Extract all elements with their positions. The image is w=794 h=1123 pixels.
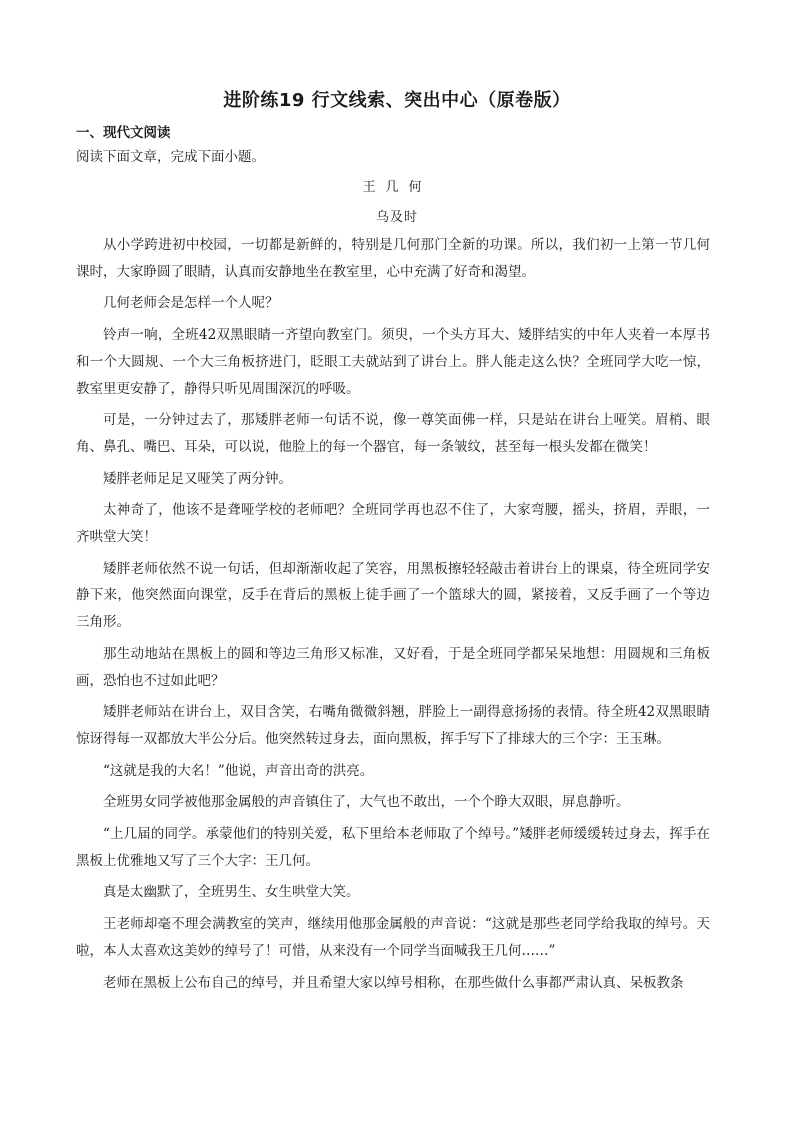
paragraph: 真是太幽默了，全班男生、女生哄堂大笑。	[103, 884, 360, 901]
paragraph: “上几届的同学。承蒙他们的特别关爱，私下里给本老师取了个绰号。”矮胖老师缓缓转过身去，挥手在黑板上优雅地又写了三个大字：王几何。	[76, 826, 710, 869]
paragraph: 可是，一分钟过去了，那矮胖老师一句话不说，像一尊笑面佛一样，只是站在讲台上哑笑。眉梢、眼角、鼻孔、嘴巴、耳朵，可以说，他脸上的每一个器官，每一条皱纹，甚至每一根头发都在微笑！	[76, 412, 710, 455]
paragraph: 几何老师会是怎样一个人呢？	[103, 295, 279, 312]
section-heading: 一、现代文阅读	[76, 125, 171, 141]
paragraph: 太神奇了，他该不是聋哑学校的老师吧？全班同学再也忍不住了，大家弯腰，摇头，挤眉，弄眼，一齐哄堂大笑！	[76, 502, 710, 546]
paragraph: 从小学跨进初中校园，一切都是新鲜的，特别是几何那门全新的功课。所以，我们初一上第一节几何课时，大家睁圆了眼睛，认真而安静地坐在教室里，心中充满了好奇和渴望。	[76, 237, 710, 280]
paragraph: 矮胖老师依然不说一句话，但却渐渐收起了笑容，用黑板擦轻轻敲击着讲台上的课桌，待全班同学安静下来，他突然面向课堂，反手在背后的黑板上徒手画了一个篮球大的圆，紧接着，又反手画了一个等边三角形。	[76, 560, 710, 631]
article-author: 乌及时	[375, 210, 418, 225]
reading-instruction: 阅读下面文章，完成下面小题。	[76, 149, 265, 165]
document-title: 进阶练19 行文线索、突出中心（原卷版）	[223, 90, 571, 111]
paragraph: 老师在黑板上公布自己的绰号，并且希望大家以绰号相称，在那些做什么事都严肃认真、呆板教条	[103, 974, 684, 991]
paragraph: 矮胖老师站在讲台上，双目含笑，右嘴角微微斜翘，胖脸上一副得意扬扬的表情。待全班42双黑眼睛惊讶得每一双都放大半公分后。他突然转过身去，面向黑板，挥手写下了排球大的三个字：王玉琳。	[76, 704, 710, 747]
paragraph: 王老师却毫不理会满教室的笑声，继续用他那金属般的声音说：“这就是那些老同学给我取的绰号。天啦，本人太喜欢这美妙的绰号了！可惜，从来没有一个同学当面喊我王几何……”	[76, 916, 710, 959]
article-title: 王几何	[362, 180, 432, 195]
paragraph: 矮胖老师足足又哑笑了两分钟。	[103, 470, 292, 487]
article-body	[76, 232, 710, 1001]
paragraph: “这就是我的大名！”他说，声音出奇的洪亮。	[103, 762, 374, 779]
paragraph: 全班男女同学被他那金属般的声音镇住了，大气也不敢出，一个个睁大双眼，屏息静听。	[103, 794, 630, 811]
paragraph: 那生动地站在黑板上的圆和等边三角形又标准，又好看，于是全班同学都呆呆地想：用圆规和三角板画，恐怕也不过如此吧？	[76, 645, 710, 689]
paragraph: 铃声一响，全班42双黑眼睛一齐望向教室门。须臾，一个头方耳大、矮胖结实的中年人夹着一本厚书和一个大圆规、一个大三角板挤进门，眨眼工夫就站到了讲台上。胖人能走这么快？全班同学大吃一惊，教室里更安静了，静得只听见周围深沉的呼吸。	[76, 327, 710, 397]
